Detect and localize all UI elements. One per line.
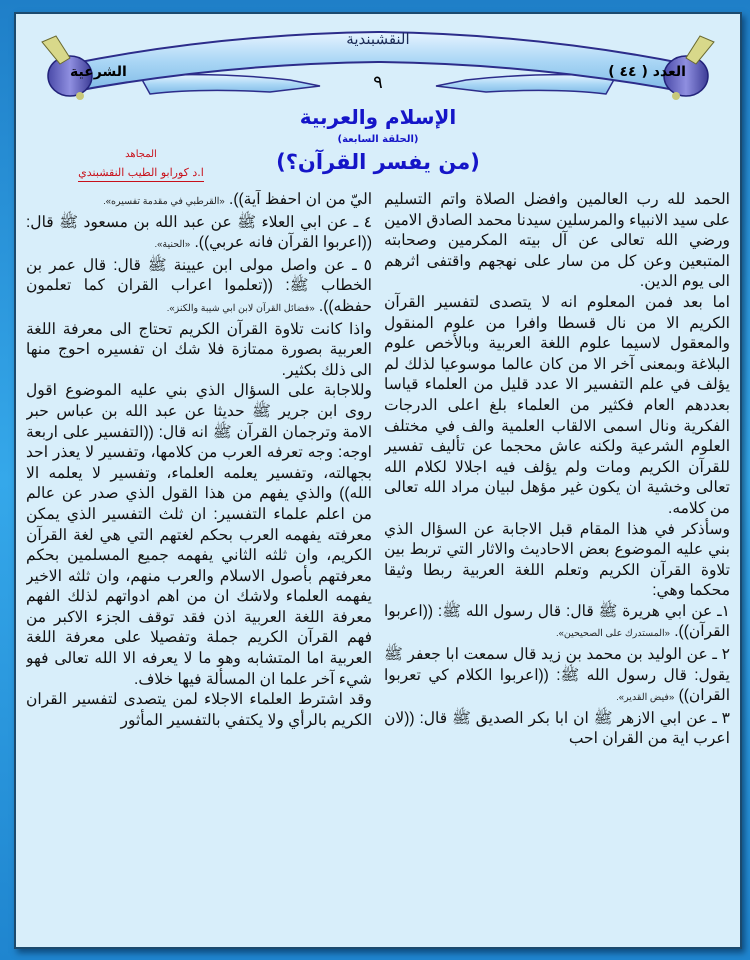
citation: «القرطبي في مقدمة تفسيره». (103, 196, 225, 207)
magazine-page (14, 12, 742, 949)
page-number: ٩ (373, 72, 383, 93)
hadith-item: ٥ ـ عن واصل مولى ابن عيينة ﷺ قال: قال عمر بن الخطاب ﷺ: ((تعلموا اعراب القران كما تعلمون حفظه)). «فضائل القرآن لابن ابي شيبة والكنز». (26, 256, 372, 315)
hadith-item: اليّ من ان احفظ آية)). «القرطبي في مقدمة تفسيره». (103, 191, 372, 208)
article-subtitle: (من يفسر القرآن؟) (276, 150, 480, 174)
author-role: المجاهد (125, 149, 157, 160)
right-column (384, 190, 730, 939)
paragraph: اما بعد فمن المعلوم انه لا يتصدى لتفسير القرآن الكريم الا من نال قسطا وافرا من علوم المنقول والمعقول لاسيما علوم اللغة العربية وبالأخص علوم البلاغة وبمعنى آخر الا من كان عالما موسوعيا لذلك لم يؤلف في علم التفسير الا عدد قليل من العلماء قياسا بعددهم العام فكثير من العلماء بلغ اعلى الدرجات الفكرية ونال اسمى الالقاب العلمية والف في مختلف العلوم الشرعية ولكنه عاش محجما عن تأليف تفسير للقرآن الكريم ومات ولم يؤلف فيه اجلالا لكلام الله تعالى وخشية ان يكون غير مؤهل لبيان مراد الله تعالى من كلامه. (384, 293, 730, 517)
paragraph: وقد اشترط العلماء الاجلاء لمن يتصدى لتفسير القران الكريم بالرأي ولا يكتفي بالتفسير المأثور (26, 691, 372, 729)
hadith-item: ٢ ـ عن الوليد بن محمد بن زيد قال سمعت ابا جعفر ﷺ يقول: قال رسول الله ﷺ: ((اعربوا الكلام كي تعربوا القران)) «فيض القدير». (384, 646, 730, 705)
hadith-item: ١ـ عن ابي هريرة ﷺ قال: قال رسول الله ﷺ: ((اعربوا القرآن)). «المستدرك على الصحيحين». (384, 602, 730, 641)
citation: «فضائل القرآن لابن ابي شيبة والكنز». (166, 302, 315, 314)
hadith-item: ٤ ـ عن ابي العلاء ﷺ عن عبد الله بن مسعود ﷺ قال: ((اعربوا القرآن فانه عربي)). «الحنية». (26, 213, 372, 252)
hadith-item: ٣ ـ عن ابي الازهر ﷺ ان ابا بكر الصديق ﷺ قال: ((لان اعرب اية من القران احب (384, 709, 730, 748)
citation: «فيض القدير». (616, 692, 675, 704)
section-label: الشرعية (70, 64, 127, 80)
paragraph: الحمد لله رب العالمين وافضل الصلاة واتم التسليم على سيد الانبياء والمرسلين سيدنا محمد الصادق الامين ورضي الله تعالى عن آل بيته المكرمين وصحابته المتبعين وعن كل من سار على نهجهم واقتفى اثرهم الى يوم الدين. (384, 191, 730, 291)
left-column (26, 190, 372, 939)
citation: «الحنية». (154, 239, 191, 251)
citation: «المستدرك على الصحيحين». (555, 628, 670, 640)
header-banner (20, 14, 736, 104)
episode-label: (الحلقة السابعة) (337, 134, 419, 145)
article-title: الإسلام والعربية (299, 105, 457, 129)
issue-number: العدد ( ٤٤ ) (608, 64, 686, 80)
author-block (56, 148, 226, 182)
author-name: ا.د كورابو الطيب النقشبندي (78, 165, 204, 182)
magazine-name: النقشبندية (346, 30, 410, 48)
paragraph: وللاجابة على السؤال الذي بني عليه الموضوع اقول روى ابن جرير ﷺ حديثا عن عبد الله بن عباس حبر الامة وترجمان القرآن ﷺ انه قال: ((التفسير على اربعة اوجه: وجه تعرفه العرب من كلامها، وتفسير لا يعذر احد بجهالته، وتفسير يعلمه العلماء، وتفسير لا يعلمه الا الله)) والذي يفهم من هذا القول الذي صدر عن عالم من اعلم علماء التفسير: ان ثلث التفسير الذي يمكن معرفته يفهمه العرب بحكم لغتهم التي هي لغة القرآن الكريم، وان ثلثه الثاني يفهمه جميع المسلمين بحكم معرفتهم بأصول الاسلام والعرب منهم، وان ثلثه الاخير يفهمه العلماء ولاشك ان من اهم ادواتهم لذلك الفهم معرفة اللغة العربية اذن فقد توقف الجزء الاكبر من فهم القرآن الكريم جملة وتفصيلا على معرفة اللغة العربية اما المتشابه وهو ما لا يعرفه الا الله تعالى فهو شيء آخر علما ان المسألة فيها خلاف. (26, 382, 372, 688)
paragraph: وسأذكر في هذا المقام قبل الاجابة عن السؤال الذي بني عليه الموضوع بعض الاحاديث والاثار التي تربط بين تلاوة القرآن الكريم وتعلم اللغة العربية ربطا وثيقا محكما وهي: (384, 520, 730, 600)
paragraph: واذا كانت تلاوة القرآن الكريم تحتاج الى معرفة اللغة العربية بصورة ممتازة فلا شك ان تفسيره احوج منها الى ذلك بكثير. (26, 320, 372, 379)
